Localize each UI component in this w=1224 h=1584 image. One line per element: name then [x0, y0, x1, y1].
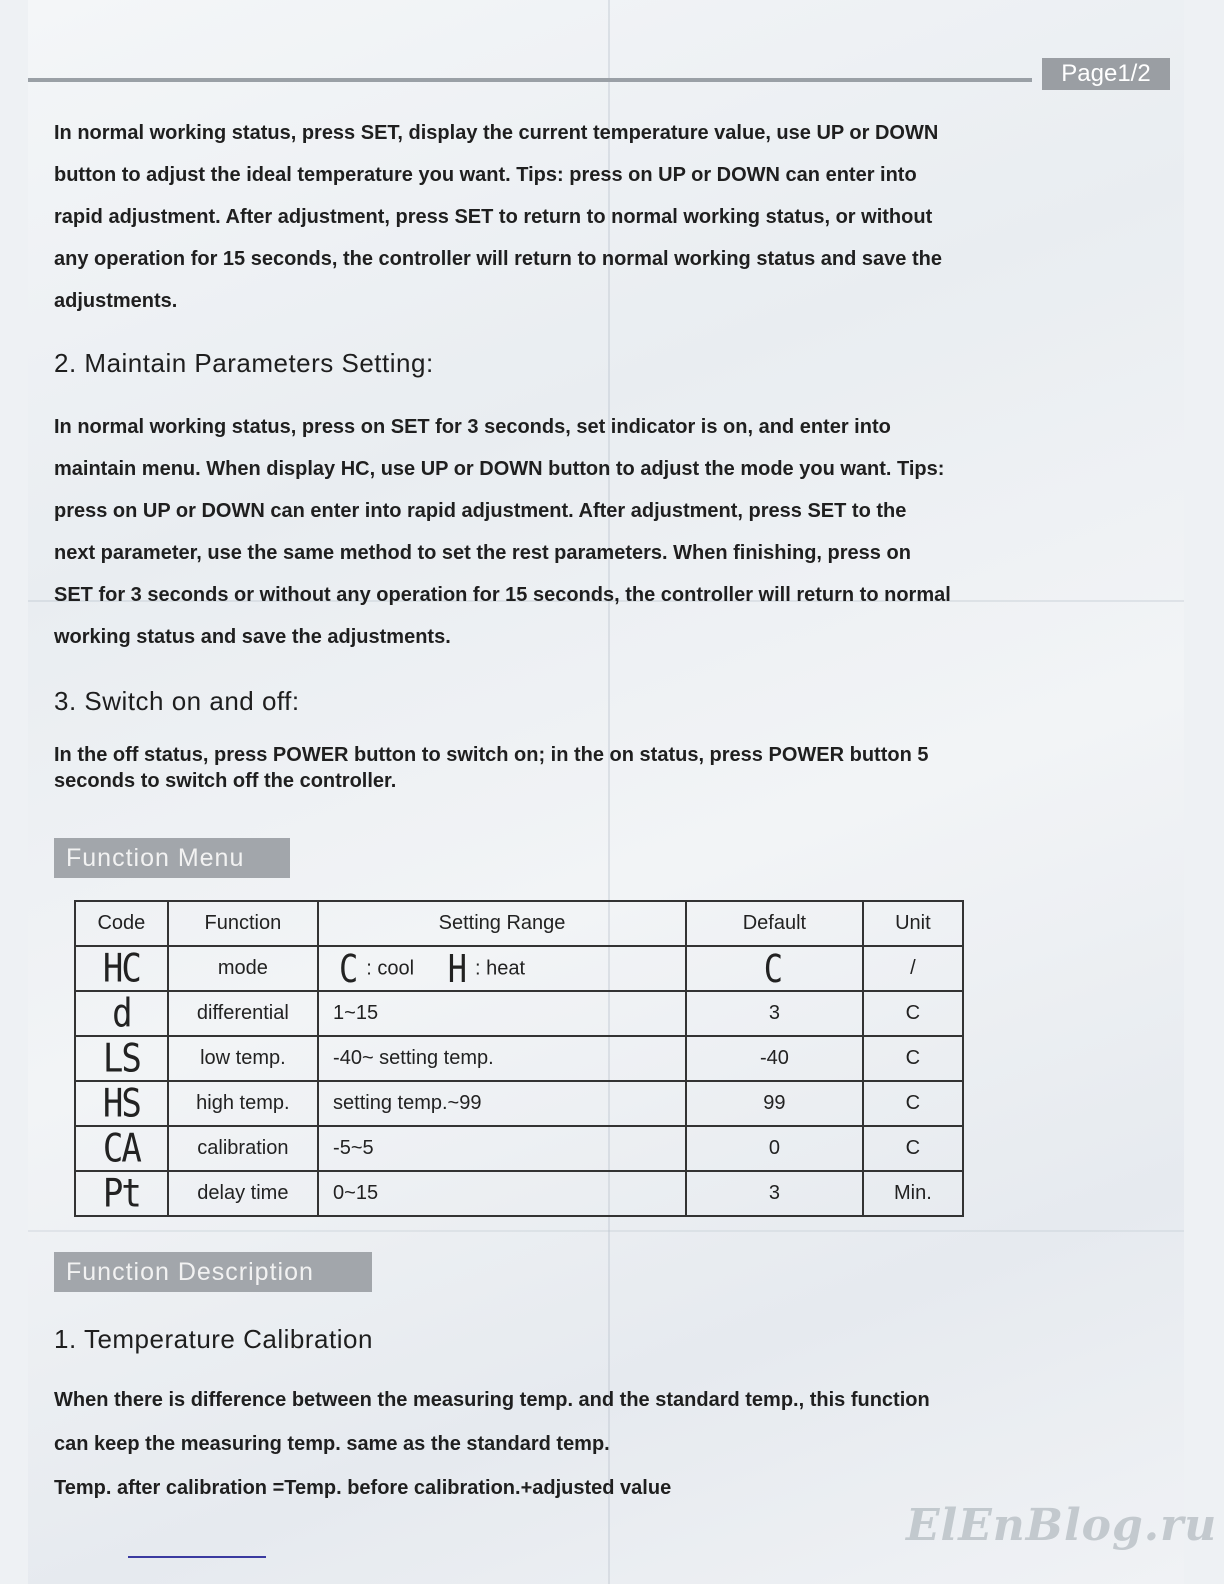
- default-cell: 0: [686, 1126, 863, 1171]
- column-header-code: Code: [75, 901, 168, 946]
- segment-code: d: [112, 990, 131, 1037]
- text-line: press on UP or DOWN can enter into rapid adjustment. After adjustment, press SET to the: [54, 500, 907, 522]
- default-cell: 99: [686, 1081, 863, 1126]
- function-menu-table: [74, 900, 964, 1217]
- temperature-calibration-paragraph: [54, 1378, 1094, 1510]
- text-line: Temp. after calibration =Temp. before calibration.+adjusted value: [54, 1477, 672, 1499]
- range-text: cool: [377, 956, 415, 979]
- text-line: In normal working status, press SET, display the current temperature value, use UP or DOWN: [54, 122, 939, 144]
- table-row: [75, 1036, 963, 1081]
- segment-code: HC: [102, 945, 140, 992]
- page-number-badge: Page1/2: [1042, 58, 1170, 90]
- setting-range-cell: 0~15: [318, 1171, 686, 1216]
- segment-code: H: [447, 945, 467, 992]
- segment-code: C: [763, 945, 784, 992]
- function-menu-banner: Function Menu: [54, 838, 290, 878]
- function-cell: delay time: [168, 1171, 318, 1216]
- text-line: button to adjust the ideal temperature you want. Tips: press on UP or DOWN can enter into: [54, 164, 917, 186]
- paper-crease: [28, 1230, 1184, 1232]
- table-row: [75, 946, 963, 991]
- maintain-parameters-paragraph: [54, 406, 1094, 658]
- setting-range-cell: -5~5: [318, 1126, 686, 1171]
- section-heading-switch-on-off: 3. Switch on and off:: [54, 686, 300, 716]
- text-line: maintain menu. When display HC, use UP or DOWN button to adjust the mode you want. Tips:: [54, 458, 945, 480]
- unit-cell: C: [863, 1126, 963, 1171]
- section-heading-temperature-calibration: 1. Temperature Calibration: [54, 1324, 373, 1354]
- watermark-logo: ElEnBlog.ru: [906, 1500, 1218, 1551]
- segment-code: LS: [102, 1035, 140, 1082]
- table-row: [75, 1126, 963, 1171]
- column-header-default: Default: [686, 901, 863, 946]
- column-header-function: Function: [168, 901, 318, 946]
- default-cell: 3: [686, 991, 863, 1036]
- unit-cell: C: [863, 1081, 963, 1126]
- unit-cell: /: [863, 946, 963, 991]
- text-line: adjustments.: [54, 290, 178, 312]
- table-row: [75, 1171, 963, 1216]
- function-cell: low temp.: [168, 1036, 318, 1081]
- switch-on-off-paragraph: [54, 742, 1094, 794]
- text-line: can keep the measuring temp. same as the standard temp.: [54, 1433, 610, 1455]
- table-row: [75, 1081, 963, 1126]
- segment-code: HS: [102, 1080, 140, 1127]
- text-line: next parameter, use the same method to set the rest parameters. When finishing, press on: [54, 542, 911, 564]
- function-cell: high temp.: [168, 1081, 318, 1126]
- footer-underline: [128, 1556, 266, 1558]
- unit-cell: Min.: [863, 1171, 963, 1216]
- text-line: When there is difference between the measuring temp. and the standard temp., this function: [54, 1389, 930, 1411]
- text-line: SET for 3 seconds or without any operation for 15 seconds, the controller will return to normal: [54, 584, 951, 606]
- text-line: rapid adjustment. After adjustment, press SET to return to normal working status, or without: [54, 206, 933, 228]
- section-heading-maintain-parameters: 2. Maintain Parameters Setting:: [54, 348, 434, 378]
- text-line: In the off status, press POWER button to switch on; in the on status, press POWER button 5: [54, 744, 929, 766]
- function-cell: mode: [168, 946, 318, 991]
- text-line: In normal working status, press on SET for 3 seconds, set indicator is on, and enter into: [54, 416, 891, 438]
- unit-cell: C: [863, 1036, 963, 1081]
- unit-cell: C: [863, 991, 963, 1036]
- setting-range-cell: setting temp.~99: [318, 1081, 686, 1126]
- default-cell: -40: [686, 1036, 863, 1081]
- segment-code: CA: [102, 1125, 140, 1172]
- text-line: seconds to switch off the controller.: [54, 770, 397, 792]
- default-cell: 3: [686, 1171, 863, 1216]
- segment-code: C: [339, 945, 359, 992]
- function-cell: differential: [168, 991, 318, 1036]
- function-description-banner: Function Description: [54, 1252, 372, 1292]
- table-header-row: [75, 901, 963, 946]
- text-line: working status and save the adjustments.: [54, 626, 451, 648]
- table-row: [75, 991, 963, 1036]
- column-header-setting-range: Setting Range: [318, 901, 686, 946]
- segment-code: Pt: [102, 1170, 140, 1217]
- setting-range-cell: -40~ setting temp.: [318, 1036, 686, 1081]
- intro-paragraph: [54, 112, 1094, 322]
- setting-range-cell: C : cool H : heat: [318, 946, 686, 991]
- function-cell: calibration: [168, 1126, 318, 1171]
- column-header-unit: Unit: [863, 901, 963, 946]
- setting-range-cell: 1~15: [318, 991, 686, 1036]
- header-rule: [28, 78, 1032, 82]
- range-text: heat: [486, 956, 526, 979]
- text-line: any operation for 15 seconds, the controller will return to normal working status and save the: [54, 248, 942, 270]
